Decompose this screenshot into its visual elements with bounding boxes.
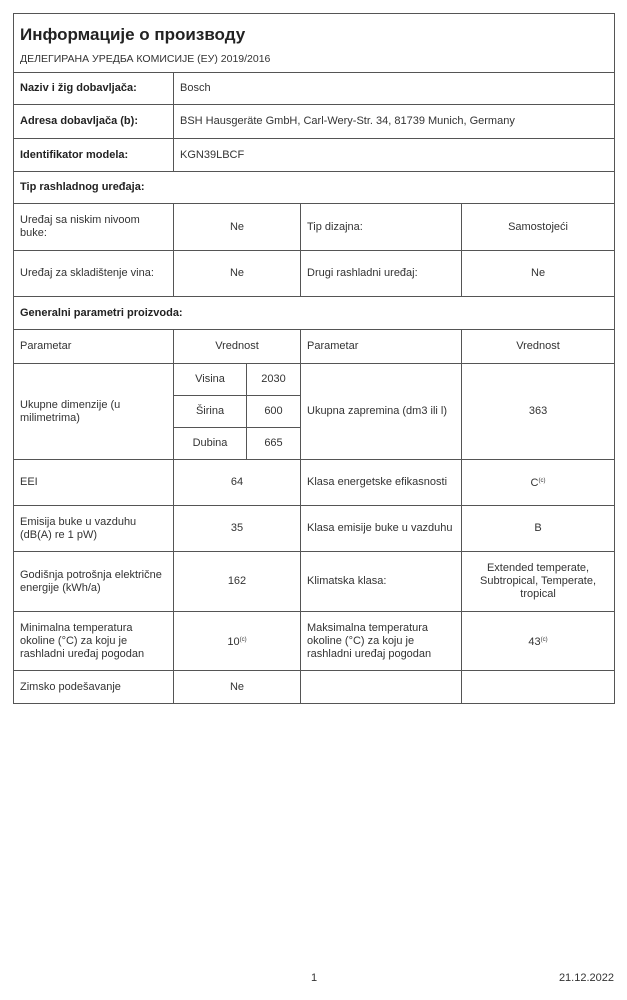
energy-class-note: (c): [538, 478, 546, 484]
low-noise-value: Ne: [174, 204, 301, 251]
width-value: 600: [247, 396, 301, 428]
max-temp-note: (c): [540, 636, 548, 643]
empty-cell-1: [301, 671, 462, 704]
volume-label: Ukupna zapremina (dm3 ili l): [301, 364, 462, 460]
noise-label: Emisija buke u vazduhu (dB(A) re 1 pW): [14, 506, 174, 552]
appliance-type-heading: Tip rashladnog uređaja:: [14, 172, 615, 204]
max-temp-cell: [462, 612, 615, 671]
min-temp-note: (c): [239, 636, 247, 643]
energy-class-cell: [462, 460, 615, 506]
consumption-value: 162: [174, 552, 301, 612]
max-temp-value: 43: [528, 635, 541, 648]
climate-class-label: Klimatska klasa:: [301, 552, 462, 612]
energy-class-value: C: [530, 477, 539, 489]
col-header-param-1: Parametar: [14, 330, 174, 364]
empty-cell-2: [462, 671, 615, 704]
volume-value: 363: [462, 364, 615, 460]
col-header-value-1: Vrednost: [174, 330, 301, 364]
climate-class-value: Extended temperate, Subtropical, Temperate, tropical: [462, 552, 615, 612]
depth-value: 665: [247, 428, 301, 460]
product-info-table: [13, 13, 615, 704]
supplier-address-value: BSH Hausgeräte GmbH, Carl-Wery-Str. 34, 81739 Munich, Germany: [174, 105, 615, 139]
noise-value: 35: [174, 506, 301, 552]
col-header-param-2: Parametar: [301, 330, 462, 364]
noise-class-label: Klasa emisije buke u vazduhu: [301, 506, 462, 552]
noise-class-value: B: [462, 506, 615, 552]
min-temp-label: Minimalna temperatura okoline (°C) za koju je rashladni uređaj pogodan: [14, 612, 174, 671]
depth-label: Dubina: [174, 428, 247, 460]
max-temp-label: Maksimalna temperatura okoline (°C) za koju je rashladni uređaj pogodan: [301, 612, 462, 671]
footer-date: 21.12.2022: [558, 972, 614, 984]
min-temp-cell: [174, 612, 301, 671]
page-title: Информације о производу: [14, 14, 615, 47]
page-number: 1: [311, 972, 318, 984]
col-header-value-2: Vrednost: [462, 330, 615, 364]
supplier-name-value: Bosch: [174, 73, 615, 105]
energy-class-label: Klasa energetske efikasnosti: [301, 460, 462, 506]
winter-setting-label: Zimsko podešavanje: [14, 671, 174, 704]
eei-label: EEI: [14, 460, 174, 506]
supplier-name-label: Naziv i žig dobavljača:: [14, 73, 174, 105]
model-label: Identifikator modela:: [14, 139, 174, 172]
other-appliance-value: Ne: [462, 251, 615, 297]
dimensions-label: Ukupne dimenzije (u milimetrima): [14, 364, 174, 460]
low-noise-label: Uređaj sa niskim nivoom buke:: [14, 204, 174, 251]
consumption-label: Godišnja potrošnja električne energije (kWh/a): [14, 552, 174, 612]
height-label: Visina: [174, 364, 247, 396]
min-temp-value: 10: [227, 635, 240, 648]
supplier-address-label: Adresa dobavljača (b):: [14, 105, 174, 139]
regulation-subtitle: ДЕЛЕГИРАНА УРЕДБА КОМИСИЈЕ (ЕУ) 2019/2016: [14, 46, 615, 73]
height-value: 2030: [247, 364, 301, 396]
eei-value: 64: [174, 460, 301, 506]
other-appliance-label: Drugi rashladni uređaj:: [301, 251, 462, 297]
design-type-label: Tip dizajna:: [301, 204, 462, 251]
wine-storage-value: Ne: [174, 251, 301, 297]
width-label: Širina: [174, 396, 247, 428]
model-value: KGN39LBCF: [174, 139, 615, 172]
winter-setting-value: Ne: [174, 671, 301, 704]
wine-storage-label: Uređaj za skladištenje vina:: [14, 251, 174, 297]
general-params-heading: Generalni parametri proizvoda:: [14, 297, 615, 330]
design-type-value: Samostojeći: [462, 204, 615, 251]
